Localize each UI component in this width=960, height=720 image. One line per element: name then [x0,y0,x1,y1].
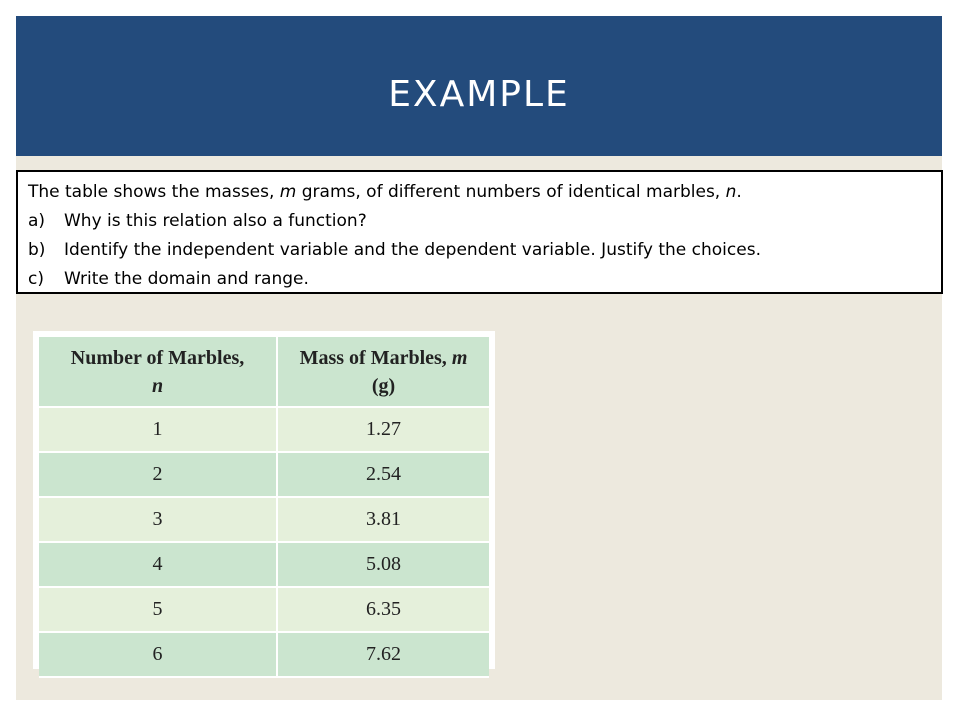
question-item-a [28,207,931,236]
intro-text-1: The table shows the masses, [28,182,280,202]
table-row [39,542,489,587]
table-row [39,632,489,677]
question-item-b [28,236,931,265]
header-col2-unit: (g) [371,374,396,397]
header-col2-text: Mass of Marbles, [299,346,452,369]
cell-n: 5 [39,587,277,632]
header-col1-variable: n [151,374,164,397]
cell-m: 1.27 [277,407,489,452]
intro-text-2: grams, of different numbers of identical marbles, [296,182,726,202]
intro-text-3: . [736,182,742,202]
cell-m: 2.54 [277,452,489,497]
cell-n: 6 [39,632,277,677]
question-text: Write the domain and range. [64,269,309,289]
question-marker: c) [28,269,44,289]
header-col1-text: Number of Marbles, [70,346,245,369]
question-intro [28,178,931,207]
slide-title: EXAMPLE [388,73,570,115]
table-row [39,587,489,632]
marbles-table-container [33,331,495,669]
cell-n: 3 [39,497,277,542]
variable-m: m [279,182,297,202]
question-marker: a) [28,211,46,231]
question-text: Why is this relation also a function? [64,211,367,231]
title-bar [16,16,942,156]
question-marker: b) [28,240,46,260]
cell-m: 5.08 [277,542,489,587]
header-mass-of-marbles [277,337,489,407]
question-box [16,170,943,294]
variable-n: n [725,182,737,202]
cell-n: 1 [39,407,277,452]
cell-m: 7.62 [277,632,489,677]
header-number-of-marbles [39,337,277,407]
table-header-row [39,337,489,407]
cell-n: 2 [39,452,277,497]
table-row [39,407,489,452]
cell-m: 3.81 [277,497,489,542]
table-row [39,497,489,542]
header-col2-variable: m [451,346,468,369]
cell-n: 4 [39,542,277,587]
marbles-table [39,337,489,678]
cell-m: 6.35 [277,587,489,632]
table-row [39,452,489,497]
question-item-c [28,265,931,294]
question-text: Identify the independent variable and the dependent variable. Justify the choices. [64,240,761,260]
